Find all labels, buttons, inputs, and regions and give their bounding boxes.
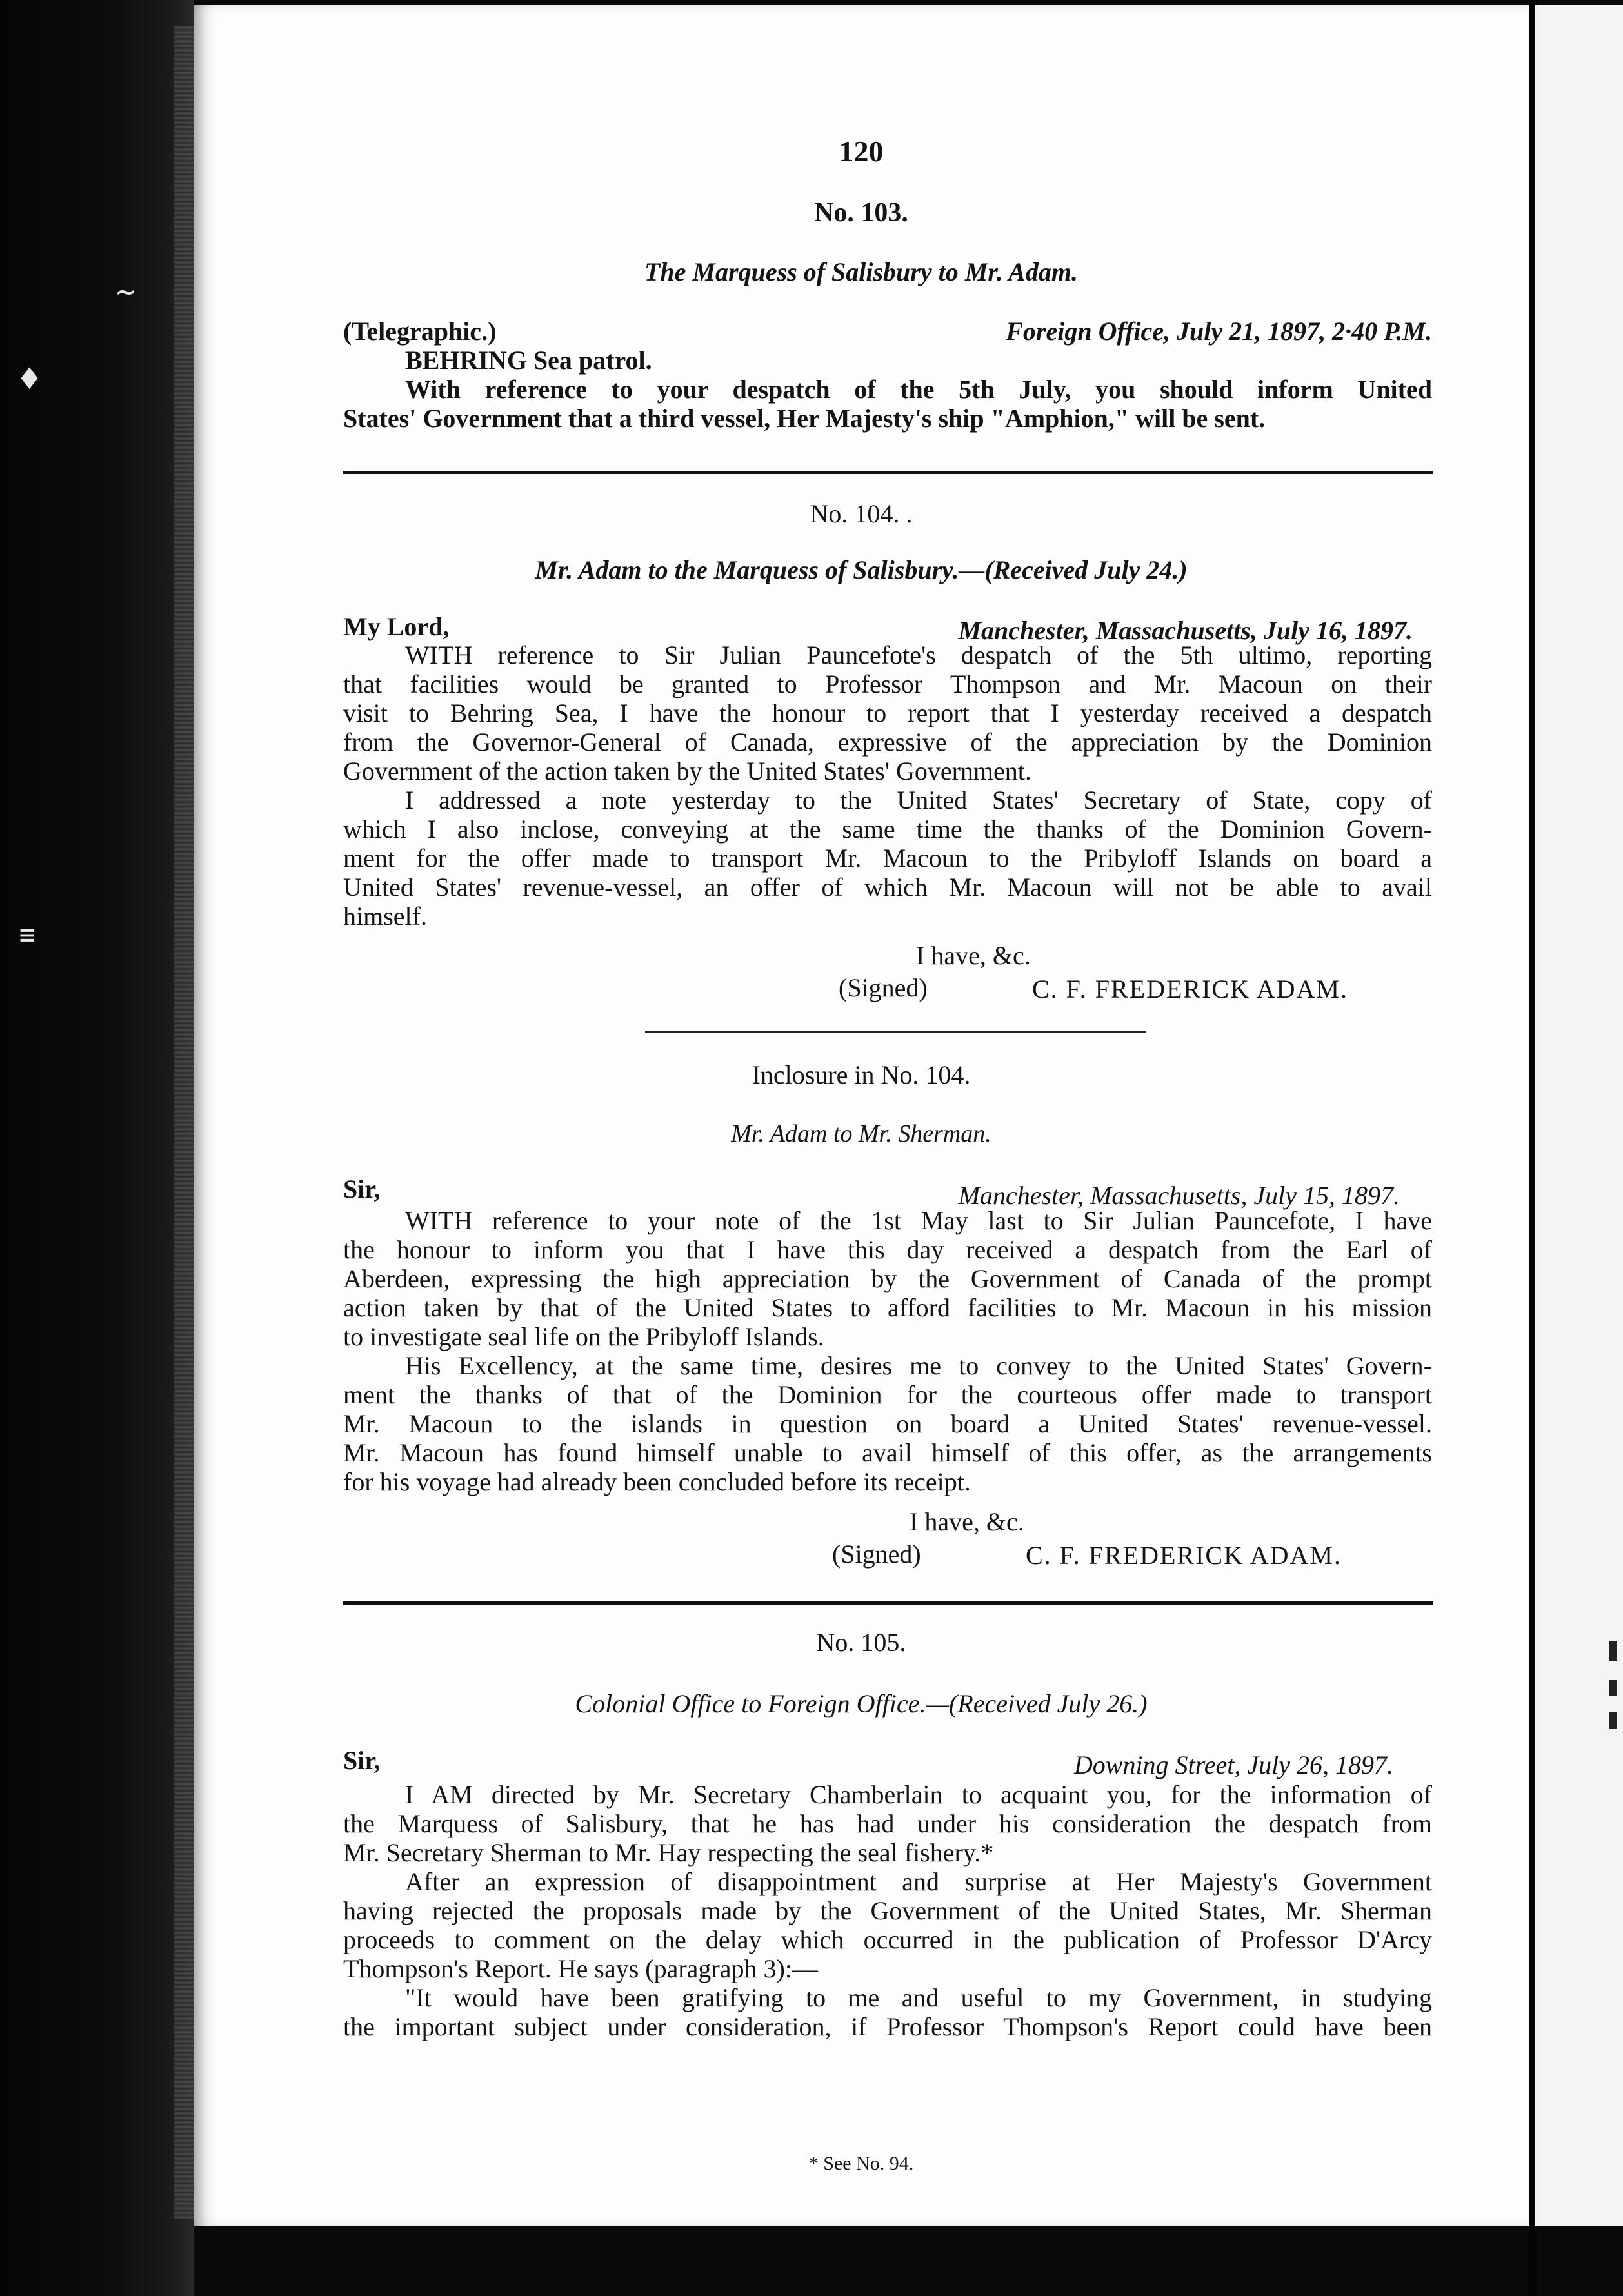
doc-105-number: No. 105. bbox=[816, 1628, 906, 1657]
body-line: Government of the action taken by the United States' Government. bbox=[343, 757, 1031, 786]
adjacent-page-text bbox=[1609, 1712, 1617, 1729]
body-line: to investigate seal life on the Pribyloff Islands. bbox=[343, 1322, 824, 1351]
doc-104-dateline: Manchester, Massachusetts, July 16, 1897. bbox=[958, 616, 1413, 645]
body-line: BEHRING Sea patrol. bbox=[405, 346, 652, 375]
doc-104-signed: (Signed) bbox=[839, 973, 928, 1002]
doc-104-salutation: My Lord, bbox=[343, 612, 450, 641]
body-line: visit to Behring Sea, I have the honour to report that I yesterday received a despatch bbox=[343, 698, 1432, 727]
body-line: the Marquess of Salisbury, that he has had under his consideration the despatch from bbox=[343, 1809, 1432, 1838]
margin-mark: ∼ bbox=[115, 277, 137, 307]
document-page bbox=[194, 5, 1529, 2226]
body-line: from the Governor-General of Canada, expressive of the appreciation by the Dominion bbox=[343, 727, 1432, 757]
body-line: ment the thanks of that of the Dominion for the courteous offer made to transport bbox=[343, 1380, 1432, 1409]
body-line: for his voyage had already been concluded before its receipt. bbox=[343, 1467, 971, 1496]
adjacent-page-text bbox=[1609, 1641, 1617, 1661]
body-line: that facilities would be granted to Professor Thompson and Mr. Macoun on their bbox=[343, 669, 1432, 698]
doc-105-dateline: Downing Street, July 26, 1897. bbox=[1073, 1750, 1393, 1779]
doc-104-title: Mr. Adam to the Marquess of Salisbury.—(Received July 24.) bbox=[535, 555, 1188, 584]
inclosure-title: Mr. Adam to Mr. Sherman. bbox=[731, 1120, 991, 1147]
inclosure-heading: Inclosure in No. 104. bbox=[752, 1060, 971, 1089]
inclosure-closing: I have, &c. bbox=[910, 1507, 1024, 1536]
doc-105-body bbox=[343, 1780, 1432, 2041]
doc-105-salutation: Sir, bbox=[343, 1746, 381, 1775]
doc-104-body bbox=[343, 640, 1432, 931]
body-line: proceeds to comment on the delay which occurred in the publication of Professor D'Arcy bbox=[343, 1925, 1432, 1954]
body-line: Mr. Macoun to the islands in question on board a United States' revenue-vessel. bbox=[343, 1409, 1432, 1438]
adjacent-page-strip bbox=[1535, 5, 1623, 2226]
page-edge bbox=[174, 26, 194, 2219]
inclosure-body bbox=[343, 1206, 1432, 1496]
doc-104-signature: C. F. FREDERICK ADAM. bbox=[1032, 975, 1348, 1004]
body-line: action taken by that of the United States to afford facilities to Mr. Macoun in his mission bbox=[343, 1293, 1432, 1322]
doc-105-title: Colonial Office to Foreign Office.—(Received July 26.) bbox=[575, 1689, 1148, 1718]
body-line: Mr. Macoun has found himself unable to avail himself of this offer, as the arrangements bbox=[343, 1438, 1432, 1467]
body-line: having rejected the proposals made by the Government of the United States, Mr. Sherman bbox=[343, 1896, 1432, 1925]
body-line: United States' revenue-vessel, an offer of which Mr. Macoun will not be able to avail bbox=[343, 873, 1432, 902]
inclosure-dateline: Manchester, Massachusetts, July 15, 1897. bbox=[958, 1181, 1400, 1210]
inclosure-divider bbox=[645, 1031, 1146, 1033]
body-line: WITH reference to Sir Julian Pauncefote's despatch of the 5th ultimo, reporting bbox=[405, 640, 1432, 669]
body-line: After an expression of disappointment and surprise at Her Majesty's Government bbox=[405, 1867, 1432, 1896]
body-line: himself. bbox=[343, 902, 427, 931]
body-line: I addressed a note yesterday to the United States' Secretary of State, copy of bbox=[405, 786, 1432, 815]
doc-103-number: No. 103. bbox=[814, 198, 908, 228]
doc-103-type: (Telegraphic.) bbox=[343, 317, 497, 346]
inclosure-salutation: Sir, bbox=[343, 1174, 381, 1203]
body-line: Mr. Secretary Sherman to Mr. Hay respecting the seal fishery.* bbox=[343, 1838, 994, 1867]
page-number: 120 bbox=[839, 135, 884, 168]
body-line: which I also inclose, conveying at the same time the thanks of the Dominion Govern- bbox=[343, 815, 1432, 844]
inclosure-signed: (Signed) bbox=[832, 1539, 921, 1569]
doc-103-title: The Marquess of Salisbury to Mr. Adam. bbox=[644, 257, 1078, 286]
adjacent-page-text bbox=[1609, 1680, 1617, 1696]
margin-mark: ≡ bbox=[18, 922, 37, 948]
footnote: * See No. 94. bbox=[808, 2153, 914, 2174]
body-line: His Excellency, at the same time, desires me to convey to the United States' Govern- bbox=[405, 1351, 1432, 1380]
body-line: With reference to your despatch of the 5th July, you should inform United bbox=[405, 375, 1432, 404]
section-divider bbox=[343, 471, 1433, 474]
body-line: Thompson's Report. He says (paragraph 3):— bbox=[343, 1954, 818, 1983]
body-line: Aberdeen, expressing the high appreciation by the Government of Canada of the prompt bbox=[343, 1264, 1432, 1293]
doc-103-body bbox=[343, 346, 1432, 433]
doc-103-dateline: Foreign Office, July 21, 1897, 2·40 P.M. bbox=[1006, 317, 1432, 346]
doc-104-closing: I have, &c. bbox=[916, 941, 1031, 970]
doc-104-number: No. 104. . bbox=[810, 499, 913, 528]
scan-left-margin bbox=[0, 0, 194, 2296]
body-line: I AM directed by Mr. Secretary Chamberlain to acquaint you, for the information of bbox=[405, 1780, 1432, 1809]
margin-mark: ♦ bbox=[16, 361, 43, 396]
body-line: "It would have been gratifying to me and useful to my Government, in studying bbox=[405, 1983, 1432, 2012]
inclosure-signature: C. F. FREDERICK ADAM. bbox=[1026, 1541, 1342, 1570]
body-line: States' Government that a third vessel, Her Majesty's ship "Amphion," will be sent. bbox=[343, 404, 1266, 433]
body-line: ment for the offer made to transport Mr. Macoun to the Pribyloff Islands on board a bbox=[343, 844, 1432, 873]
body-line: WITH reference to your note of the 1st May last to Sir Julian Pauncefote, I have bbox=[405, 1206, 1432, 1235]
section-divider bbox=[343, 1601, 1433, 1605]
body-line: the important subject under consideration, if Professor Thompson's Report could have been bbox=[343, 2012, 1432, 2041]
body-line: the honour to inform you that I have this day received a despatch from the Earl of bbox=[343, 1235, 1432, 1264]
